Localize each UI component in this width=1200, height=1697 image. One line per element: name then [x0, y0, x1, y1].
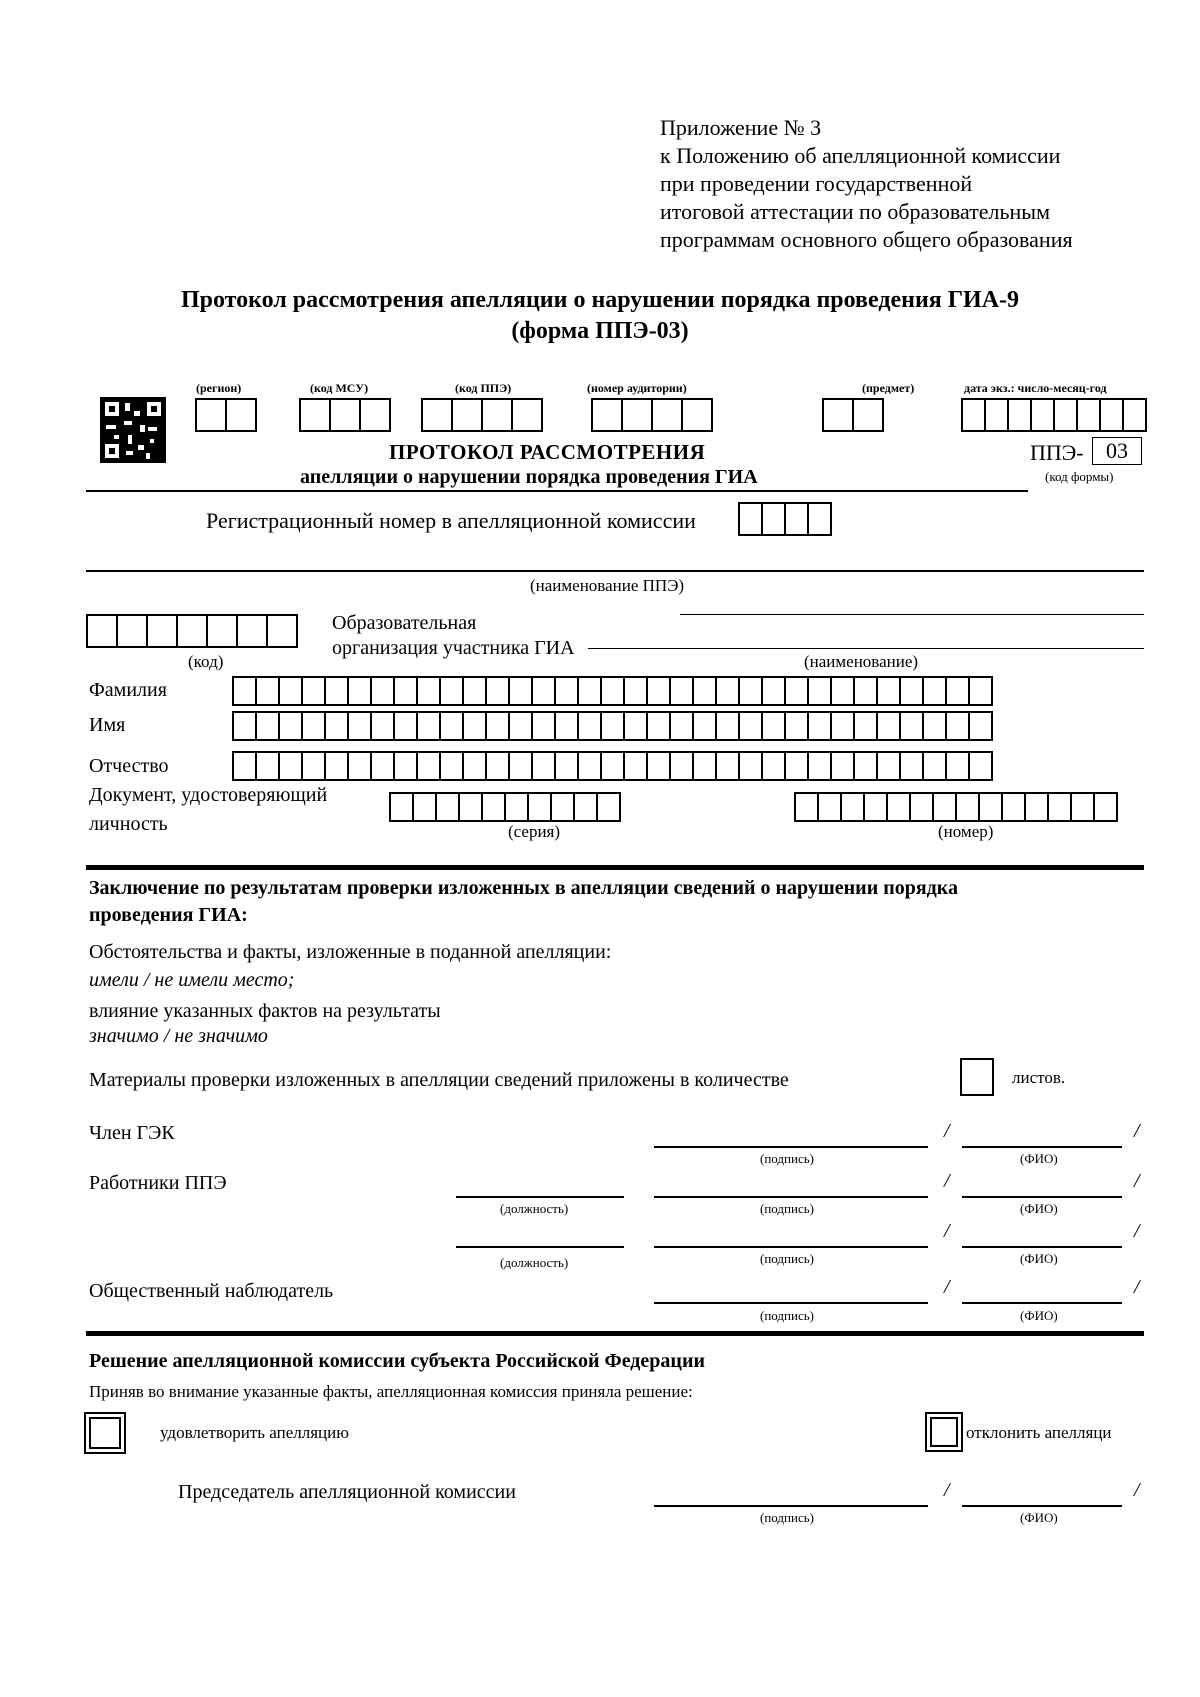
- organization-code-caption: (код): [188, 652, 224, 671]
- qr-code: [100, 397, 166, 463]
- ppe-name-caption: (наименование ППЭ): [530, 576, 685, 595]
- worker1-signature-line[interactable]: [654, 1196, 928, 1198]
- cell[interactable]: [86, 614, 118, 648]
- cell[interactable]: [1007, 398, 1032, 432]
- cell[interactable]: [278, 676, 303, 706]
- cell[interactable]: [596, 792, 621, 822]
- cell[interactable]: [646, 751, 671, 781]
- cell[interactable]: [945, 751, 970, 781]
- cell[interactable]: [784, 751, 809, 781]
- cell[interactable]: [439, 751, 464, 781]
- cell[interactable]: [669, 711, 694, 741]
- cell[interactable]: [945, 676, 970, 706]
- cell[interactable]: [451, 398, 483, 432]
- cell[interactable]: [738, 711, 763, 741]
- chairman-fio-line[interactable]: [962, 1505, 1122, 1507]
- cell[interactable]: [458, 792, 483, 822]
- cell[interactable]: [347, 676, 372, 706]
- gek-fio-line[interactable]: [962, 1146, 1122, 1148]
- cell[interactable]: [278, 711, 303, 741]
- cell[interactable]: [278, 751, 303, 781]
- chairman-signature-line[interactable]: [654, 1505, 928, 1507]
- cell[interactable]: [822, 398, 854, 432]
- fio-caption: (ФИО): [1020, 1201, 1058, 1216]
- date-input[interactable]: [961, 398, 1147, 432]
- cell[interactable]: [646, 711, 671, 741]
- ppe-code-caption: (код ППЭ): [455, 381, 512, 395]
- subject-caption: (предмет): [862, 381, 915, 395]
- cell[interactable]: [508, 676, 533, 706]
- msu-input[interactable]: [299, 398, 391, 432]
- cell[interactable]: [439, 711, 464, 741]
- series-caption: (серия): [508, 822, 561, 841]
- sheets-label: листов.: [1012, 1068, 1066, 1087]
- cell[interactable]: [876, 711, 901, 741]
- worker2-signature-line[interactable]: [654, 1246, 928, 1248]
- cell[interactable]: [299, 398, 331, 432]
- signature-caption: (подпись): [760, 1251, 814, 1266]
- slash: /: [1134, 1120, 1140, 1142]
- facts-options[interactable]: имели / не имели место;: [89, 969, 295, 991]
- cell[interactable]: [531, 751, 556, 781]
- cell[interactable]: [623, 676, 648, 706]
- cell[interactable]: [527, 792, 552, 822]
- materials-label: Материалы проверки изложенных в апелляции сведений приложены в количестве: [89, 1069, 789, 1091]
- patronymic-input[interactable]: [232, 751, 993, 781]
- cell[interactable]: [324, 711, 349, 741]
- cell[interactable]: [922, 751, 947, 781]
- document-label-1: Документ, удостоверяющий: [89, 784, 328, 806]
- cell[interactable]: [554, 711, 579, 741]
- cell[interactable]: [370, 676, 395, 706]
- cell[interactable]: [421, 398, 453, 432]
- cell[interactable]: [761, 502, 786, 536]
- cell[interactable]: [600, 751, 625, 781]
- cell[interactable]: [577, 711, 602, 741]
- cell[interactable]: [1001, 792, 1026, 822]
- cell[interactable]: [393, 711, 418, 741]
- cell[interactable]: [225, 398, 257, 432]
- document-number-input[interactable]: [794, 792, 1118, 822]
- room-input[interactable]: [591, 398, 713, 432]
- cell[interactable]: [462, 676, 487, 706]
- cell[interactable]: [508, 711, 533, 741]
- cell[interactable]: [738, 751, 763, 781]
- slash: /: [944, 1120, 950, 1142]
- page-title: Протокол рассмотрения апелляции о нарушении порядка проведения ГИА-9: [180, 287, 1020, 313]
- ppe-name-line[interactable]: [86, 570, 1144, 572]
- organization-name-line-1[interactable]: [680, 614, 1144, 615]
- cell[interactable]: [347, 711, 372, 741]
- cell[interactable]: [761, 676, 786, 706]
- appendix-line-5: программам основного общего образования: [660, 227, 1073, 252]
- cell[interactable]: [853, 751, 878, 781]
- cell[interactable]: [715, 751, 740, 781]
- appendix-line-4: итоговой аттестации по образовательным: [660, 199, 1051, 224]
- cell[interactable]: [485, 676, 510, 706]
- organization-label-2: организация участника ГИА: [332, 637, 575, 659]
- cell[interactable]: [945, 711, 970, 741]
- cell[interactable]: [692, 676, 717, 706]
- cell[interactable]: [324, 676, 349, 706]
- cell[interactable]: [531, 711, 556, 741]
- cell[interactable]: [347, 751, 372, 781]
- cell[interactable]: [807, 751, 832, 781]
- form-code-box: [1092, 437, 1142, 465]
- cell[interactable]: [876, 676, 901, 706]
- cell[interactable]: [807, 502, 832, 536]
- signature-caption: (подпись): [760, 1151, 814, 1166]
- number-caption: (номер): [938, 822, 994, 841]
- cell[interactable]: [573, 792, 598, 822]
- fio-caption: (ФИО): [1020, 1151, 1058, 1166]
- cell[interactable]: [531, 676, 556, 706]
- position-caption: (должность): [500, 1255, 569, 1270]
- patronymic-label: Отчество: [89, 755, 169, 777]
- cell[interactable]: [485, 751, 510, 781]
- form-code-caption: (код формы): [1045, 469, 1114, 484]
- cell[interactable]: [1024, 792, 1049, 822]
- page-subtitle: (форма ППЭ-03): [511, 318, 689, 344]
- cell[interactable]: [1099, 398, 1124, 432]
- cell[interactable]: [794, 792, 819, 822]
- cell[interactable]: [876, 751, 901, 781]
- cell[interactable]: [692, 751, 717, 781]
- registration-label: Регистрационный номер в апелляционной комиссии: [206, 508, 696, 533]
- cell[interactable]: [955, 792, 980, 822]
- cell[interactable]: [669, 676, 694, 706]
- header-rule: [86, 490, 1028, 492]
- cell[interactable]: [830, 676, 855, 706]
- cell[interactable]: [1093, 792, 1118, 822]
- facts-label: Обстоятельства и факты, изложенные в поданной апелляции:: [89, 941, 612, 963]
- region-input[interactable]: [195, 398, 257, 432]
- fio-caption: (ФИО): [1020, 1308, 1058, 1323]
- appendix-line-3: при проведении государственной: [660, 171, 973, 196]
- cell[interactable]: [324, 751, 349, 781]
- cell[interactable]: [830, 711, 855, 741]
- reject-label: отклонить апелляци: [966, 1423, 1112, 1442]
- section-divider-1: [86, 865, 1144, 870]
- appendix-line-1: Приложение № 3: [660, 115, 822, 140]
- cell[interactable]: [922, 676, 947, 706]
- approve-checkbox[interactable]: [84, 1412, 126, 1454]
- cell[interactable]: [412, 792, 437, 822]
- approve-label: удовлетворить апелляцию: [160, 1423, 349, 1442]
- cell[interactable]: [600, 711, 625, 741]
- region-caption: (регион): [196, 381, 242, 395]
- cell[interactable]: [886, 792, 911, 822]
- cell[interactable]: [591, 398, 623, 432]
- cell[interactable]: [830, 751, 855, 781]
- cell[interactable]: [176, 614, 208, 648]
- cell[interactable]: [899, 676, 924, 706]
- cell[interactable]: [504, 792, 529, 822]
- sheets-count-input[interactable]: [960, 1058, 994, 1096]
- form-code-value: 03: [1106, 438, 1128, 463]
- influence-options[interactable]: значимо / не значимо: [89, 1025, 268, 1047]
- cell[interactable]: [232, 711, 257, 741]
- cell[interactable]: [853, 711, 878, 741]
- observer-signature-line[interactable]: [654, 1302, 928, 1304]
- cell[interactable]: [416, 751, 441, 781]
- cell[interactable]: [984, 398, 1009, 432]
- influence-label: влияние указанных фактов на результаты: [89, 1000, 441, 1022]
- cell[interactable]: [416, 676, 441, 706]
- form-subheading: апелляции о нарушении порядка проведения ГИА: [300, 466, 758, 488]
- chairman-label: Председатель апелляционной комиссии: [178, 1481, 516, 1503]
- cell[interactable]: [738, 502, 763, 536]
- form-code-prefix: ППЭ-: [1030, 440, 1084, 465]
- cell[interactable]: [1070, 792, 1095, 822]
- slash: /: [944, 1170, 950, 1192]
- cell[interactable]: [255, 751, 280, 781]
- cell[interactable]: [863, 792, 888, 822]
- form-heading: ПРОТОКОЛ РАССМОТРЕНИЯ: [389, 440, 706, 464]
- cell[interactable]: [1076, 398, 1101, 432]
- cell[interactable]: [784, 676, 809, 706]
- decision-intro: Приняв во внимание указанные факты, апелляционная комиссия приняла решение:: [89, 1382, 693, 1401]
- worker2-fio-line[interactable]: [962, 1246, 1122, 1248]
- cell[interactable]: [370, 711, 395, 741]
- cell[interactable]: [968, 751, 993, 781]
- cell[interactable]: [651, 398, 683, 432]
- cell[interactable]: [961, 398, 986, 432]
- cell[interactable]: [416, 711, 441, 741]
- cell[interactable]: [784, 502, 809, 536]
- cell[interactable]: [301, 711, 326, 741]
- decision-heading: Решение апелляционной комиссии субъекта Российской Федерации: [89, 1350, 705, 1372]
- worker1-fio-line[interactable]: [962, 1196, 1122, 1198]
- ppe-workers-label: Работники ППЭ: [89, 1172, 227, 1194]
- conclusion-heading-1: Заключение по результатам проверки изложенных в апелляции сведений о нарушении порядка: [89, 877, 959, 899]
- slash: /: [944, 1479, 950, 1501]
- cell[interactable]: [370, 751, 395, 781]
- cell[interactable]: [266, 614, 298, 648]
- organization-label-1: Образовательная: [332, 612, 477, 634]
- document-series-input[interactable]: [389, 792, 621, 822]
- cell[interactable]: [236, 614, 268, 648]
- signature-caption: (подпись): [760, 1201, 814, 1216]
- cell[interactable]: [1122, 398, 1147, 432]
- cell[interactable]: [511, 398, 543, 432]
- cell[interactable]: [439, 676, 464, 706]
- cell[interactable]: [232, 676, 257, 706]
- cell[interactable]: [485, 711, 510, 741]
- registration-number-input[interactable]: [738, 502, 832, 536]
- name-label: Имя: [89, 714, 126, 736]
- name-input[interactable]: [232, 711, 993, 741]
- cell[interactable]: [807, 676, 832, 706]
- cell[interactable]: [968, 676, 993, 706]
- fio-caption: (ФИО): [1020, 1510, 1058, 1525]
- surname-label: Фамилия: [89, 679, 167, 701]
- cell[interactable]: [1030, 398, 1055, 432]
- cell[interactable]: [807, 711, 832, 741]
- cell[interactable]: [301, 676, 326, 706]
- cell[interactable]: [481, 792, 506, 822]
- appendix-line-2: к Положению об апелляционной комиссии: [660, 143, 1061, 168]
- cell[interactable]: [329, 398, 361, 432]
- cell[interactable]: [646, 676, 671, 706]
- cell[interactable]: [715, 676, 740, 706]
- cell[interactable]: [116, 614, 148, 648]
- cell[interactable]: [508, 751, 533, 781]
- slash: /: [1134, 1220, 1140, 1242]
- cell[interactable]: [621, 398, 653, 432]
- cell[interactable]: [669, 751, 694, 781]
- signature-caption: (подпись): [760, 1308, 814, 1323]
- reject-checkbox[interactable]: [925, 1412, 963, 1452]
- cell[interactable]: [623, 751, 648, 781]
- cell[interactable]: [784, 711, 809, 741]
- cell[interactable]: [577, 751, 602, 781]
- cell[interactable]: [232, 751, 257, 781]
- cell[interactable]: [899, 711, 924, 741]
- room-caption: (номер аудитории): [587, 381, 687, 395]
- observer-fio-line[interactable]: [962, 1302, 1122, 1304]
- slash: /: [1134, 1276, 1140, 1298]
- organization-code-input[interactable]: [86, 614, 298, 648]
- fio-caption: (ФИО): [1020, 1251, 1058, 1266]
- slash: /: [944, 1220, 950, 1242]
- cell[interactable]: [255, 676, 280, 706]
- cell[interactable]: [146, 614, 178, 648]
- worker1-position-line[interactable]: [456, 1196, 624, 1198]
- slash: /: [1134, 1479, 1140, 1501]
- cell[interactable]: [840, 792, 865, 822]
- cell[interactable]: [554, 751, 579, 781]
- cell[interactable]: [853, 676, 878, 706]
- signature-caption: (подпись): [760, 1510, 814, 1525]
- observer-label: Общественный наблюдатель: [89, 1280, 334, 1302]
- cell[interactable]: [389, 792, 414, 822]
- slash: /: [1134, 1170, 1140, 1192]
- cell[interactable]: [255, 711, 280, 741]
- cell[interactable]: [817, 792, 842, 822]
- organization-name-line-2[interactable]: [588, 648, 1144, 649]
- ppe-code-input[interactable]: [421, 398, 543, 432]
- cell[interactable]: [462, 711, 487, 741]
- cell[interactable]: [968, 711, 993, 741]
- conclusion-heading-2: проведения ГИА:: [89, 904, 248, 926]
- organization-name-caption: (наименование): [804, 652, 919, 671]
- cell[interactable]: [922, 711, 947, 741]
- cell[interactable]: [393, 676, 418, 706]
- cell[interactable]: [1053, 398, 1078, 432]
- section-divider-2: [86, 1331, 1144, 1336]
- cell[interactable]: [715, 711, 740, 741]
- cell[interactable]: [393, 751, 418, 781]
- cell[interactable]: [577, 676, 602, 706]
- cell[interactable]: [623, 711, 648, 741]
- cell[interactable]: [761, 751, 786, 781]
- msu-caption: (код МСУ): [310, 381, 369, 395]
- cell[interactable]: [852, 398, 884, 432]
- date-caption: дата экз.: число-месяц-год: [964, 381, 1107, 395]
- cell[interactable]: [481, 398, 513, 432]
- cell[interactable]: [681, 398, 713, 432]
- cell[interactable]: [195, 398, 227, 432]
- position-caption: (должность): [500, 1201, 569, 1216]
- cell[interactable]: [692, 711, 717, 741]
- document-label-2: личность: [89, 813, 168, 835]
- subject-input[interactable]: [822, 398, 884, 432]
- cell[interactable]: [301, 751, 326, 781]
- cell[interactable]: [554, 676, 579, 706]
- cell[interactable]: [932, 792, 957, 822]
- gek-signature-line[interactable]: [654, 1146, 928, 1148]
- cell[interactable]: [359, 398, 391, 432]
- worker2-position-line[interactable]: [456, 1246, 624, 1248]
- cell[interactable]: [909, 792, 934, 822]
- surname-input[interactable]: [232, 676, 993, 706]
- cell[interactable]: [206, 614, 238, 648]
- cell[interactable]: [738, 676, 763, 706]
- cell[interactable]: [435, 792, 460, 822]
- cell[interactable]: [761, 711, 786, 741]
- cell[interactable]: [978, 792, 1003, 822]
- gek-member-label: Член ГЭК: [89, 1122, 175, 1144]
- cell[interactable]: [600, 676, 625, 706]
- cell[interactable]: [462, 751, 487, 781]
- cell[interactable]: [1047, 792, 1072, 822]
- cell[interactable]: [899, 751, 924, 781]
- slash: /: [944, 1276, 950, 1298]
- cell[interactable]: [550, 792, 575, 822]
